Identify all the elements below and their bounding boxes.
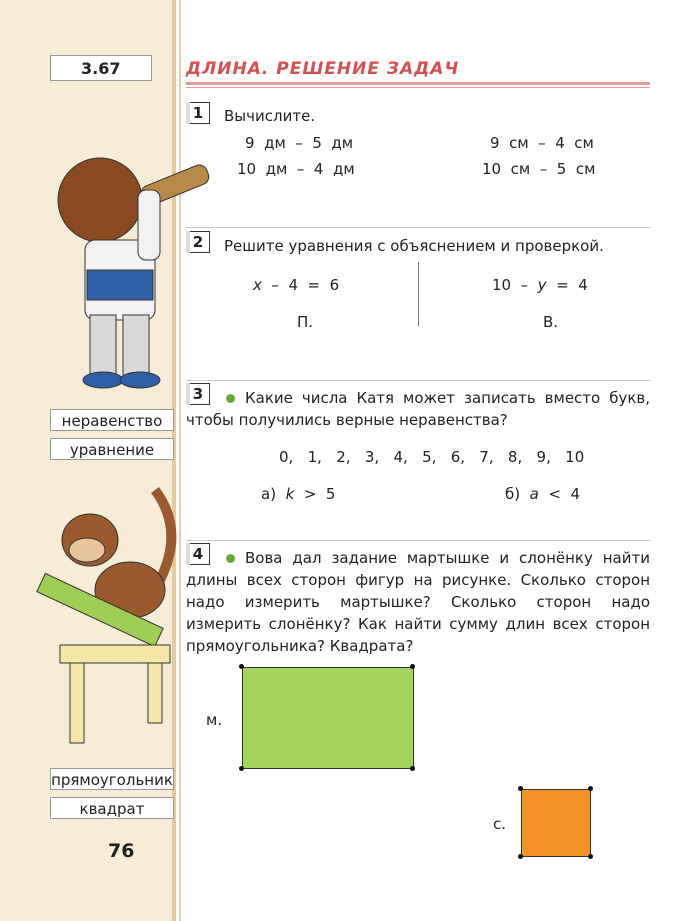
monkey-ruler-illustration — [35, 470, 185, 750]
task1-expr-1: 9 дм – 5 дм — [245, 134, 354, 152]
page-number: 76 — [108, 840, 135, 862]
task2-equation-2: 10 – y = 4 — [492, 276, 588, 294]
page-title: ДЛИНА. РЕШЕНИЕ ЗАДАЧ — [186, 59, 460, 79]
term-equation: уравнение — [50, 438, 174, 460]
orange-square — [521, 789, 591, 857]
task-number-2: 2 — [186, 231, 210, 253]
task3-question: Какие числа Катя может записать вместо букв, чтобы получились верные неравенства? — [186, 389, 650, 429]
square-label: с. — [493, 815, 507, 833]
task2-instruction: Решите уравнения с объяснением и проверкой. — [224, 237, 604, 255]
vertex-dot — [588, 786, 593, 791]
section-number: 3.67 — [50, 55, 152, 81]
task-number-4: 4 — [186, 543, 210, 565]
task3-number-list: 0, 1, 2, 3, 4, 5, 6, 7, 8, 9, 10 — [279, 448, 585, 466]
task1-expr-2: 10 дм – 4 дм — [237, 160, 355, 178]
margin-rule-secondary — [179, 0, 181, 921]
boy-telescope-illustration — [45, 145, 215, 395]
task-number-3: 3 — [186, 383, 210, 405]
task1-expr-4: 10 см – 5 см — [482, 160, 596, 178]
separator — [186, 227, 650, 228]
term-rectangle: прямоугольник — [50, 768, 174, 790]
vertex-dot — [239, 664, 244, 669]
term-square: квадрат — [50, 797, 174, 819]
title-underline — [186, 82, 650, 85]
equation-divider — [418, 262, 419, 326]
vertex-dot — [588, 854, 593, 859]
task3-inequality-a: а) k > 5 — [261, 485, 336, 503]
separator — [186, 380, 650, 381]
task3-inequality-b: б) a < 4 — [505, 485, 581, 503]
vertex-dot — [239, 766, 244, 771]
vertex-dot — [518, 786, 523, 791]
vertex-dot — [518, 854, 523, 859]
term-inequality: неравенство — [50, 409, 174, 431]
task1-expr-3: 9 см – 4 см — [490, 134, 594, 152]
task-number-1: 1 — [186, 102, 210, 124]
rectangle-label: м. — [206, 711, 223, 729]
green-rectangle — [242, 667, 414, 769]
vertex-dot — [410, 664, 415, 669]
task4-question: Вова дал задание мартышке и слонёнку найти длины всех сторон фигур на рисунке. Сколько сторон надо измерить мартышке? Сколько сторон надо измерить слонёнку? Как найти сумму длин всех сторон прямоугольника? Квадрата? — [186, 549, 650, 655]
title-underline-thin — [186, 87, 650, 88]
green-bullet-icon — [226, 554, 235, 563]
separator — [186, 540, 650, 541]
task2-mark-2: В. — [543, 313, 559, 331]
task2-equation-1: x – 4 = 6 — [253, 276, 340, 294]
vertex-dot — [410, 766, 415, 771]
green-bullet-icon — [226, 394, 235, 403]
task2-mark-1: П. — [297, 313, 314, 331]
task1-instruction: Вычислите. — [224, 107, 316, 125]
